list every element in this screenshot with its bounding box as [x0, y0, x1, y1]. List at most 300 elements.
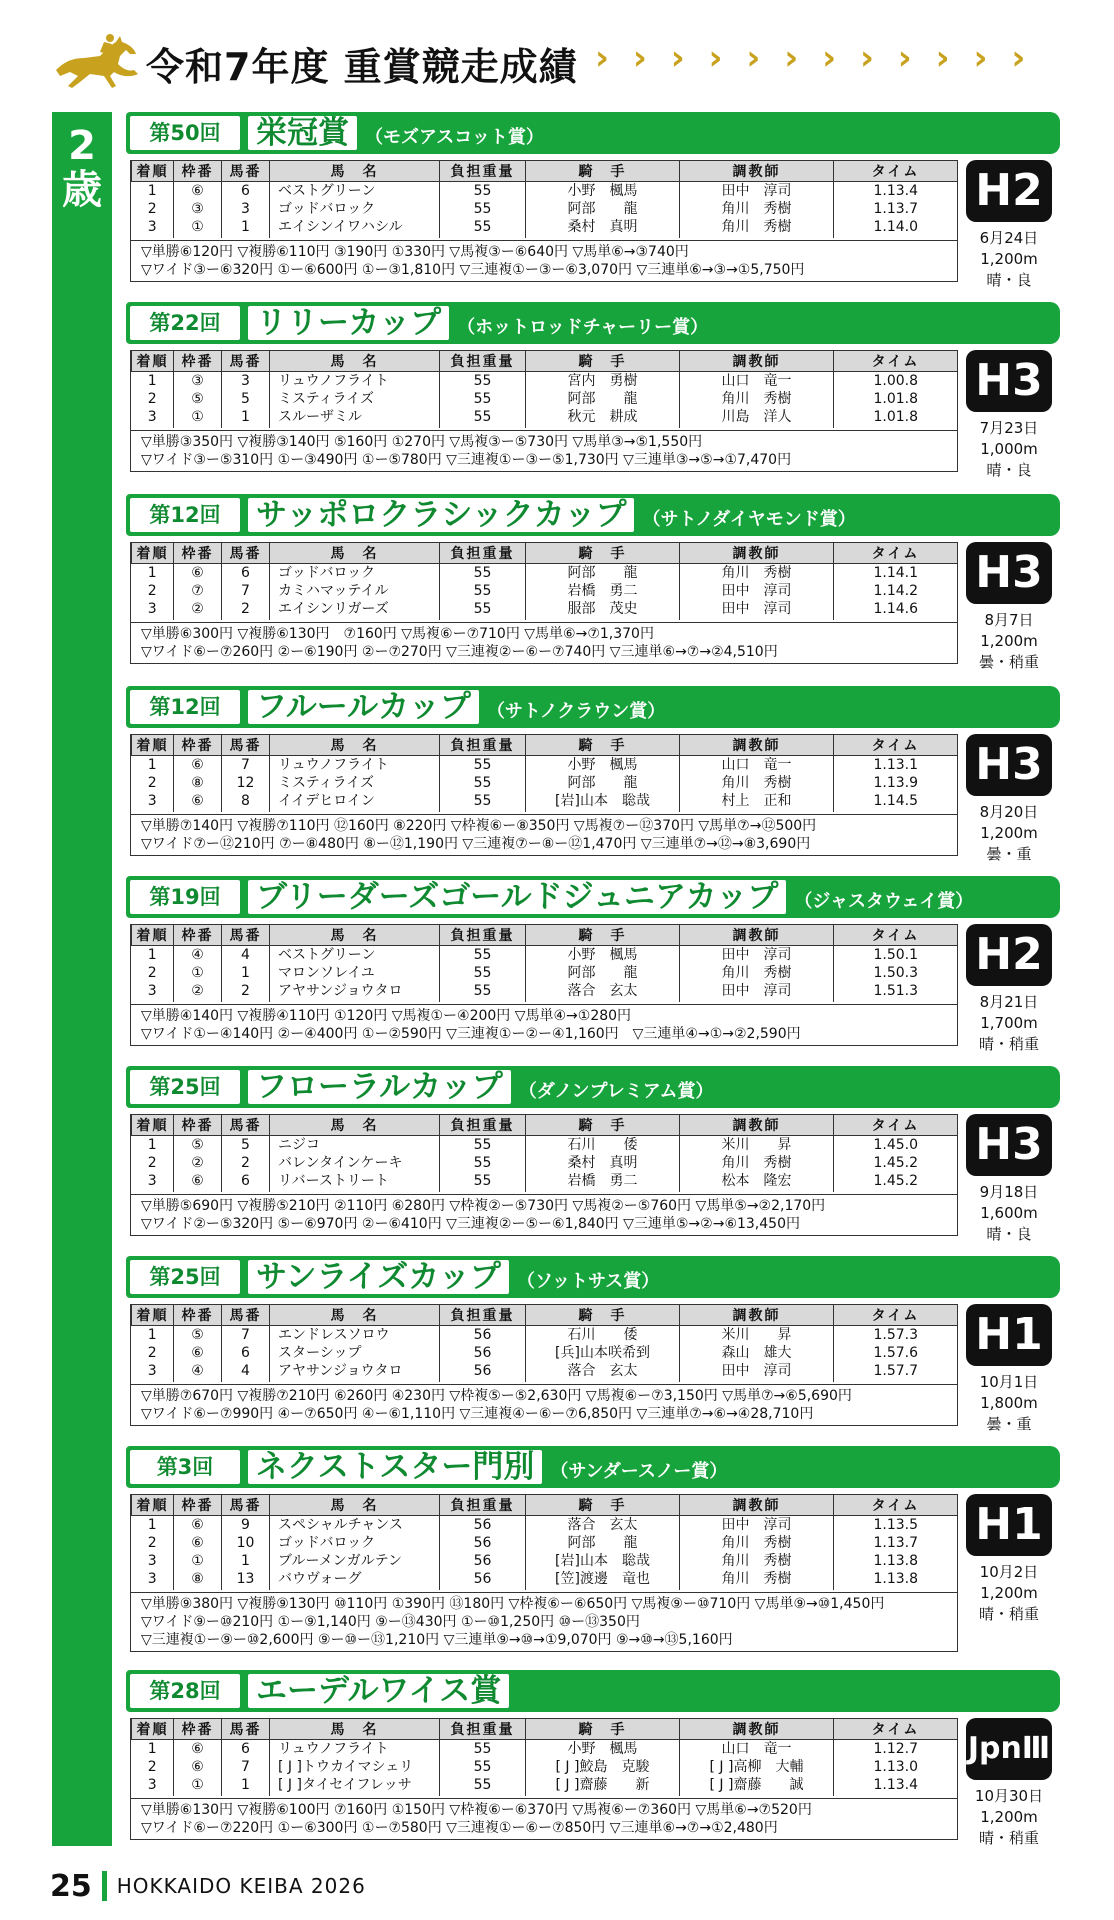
column-header-place: 着順 [132, 1115, 174, 1136]
cell-waku: ⑥ [174, 1344, 222, 1362]
race-distance: 1,200m [980, 1584, 1038, 1602]
cell-time: 1.57.3 [834, 1326, 958, 1345]
table-row [132, 1516, 958, 1535]
cell-trainer: 山口 竜一 [680, 756, 834, 775]
cell-time: 1.57.6 [834, 1344, 958, 1362]
cell-trainer: 角川 秀樹 [680, 1552, 834, 1570]
column-header-place: 着順 [132, 1719, 174, 1740]
cell-jockey: 岩橋 勇二 [526, 582, 680, 600]
payout-line: ▽単勝⑦670円 ▽複勝⑦210円 ⑥260円 ④230円 ▽枠複⑤ー⑤2,630円 ▽馬複⑥ー⑦3,150円 ▽馬単⑦→⑥5,690円 [141, 1388, 852, 1404]
cell-waku: ⑥ [174, 1534, 222, 1552]
race-meta [956, 802, 1062, 865]
race-meta [956, 228, 1062, 291]
race-title [248, 1674, 517, 1708]
cell-jockey: 阿部 龍 [526, 200, 680, 218]
cell-waku: ⑤ [174, 1136, 222, 1155]
race-distance: 1,700m [980, 1014, 1038, 1032]
cell-horse: ブルーメンガルテン [270, 1552, 440, 1570]
column-header-trainer: 調教師 [680, 1719, 834, 1740]
cell-weight: 55 [440, 564, 526, 583]
column-header-umaban: 馬番 [222, 1305, 270, 1326]
column-header-place: 着順 [132, 925, 174, 946]
cell-trainer: [ J ]高柳 大輔 [680, 1758, 834, 1776]
race-distance: 1,600m [980, 1204, 1038, 1222]
race-result-block [126, 686, 1060, 863]
race-sponsor: （ジャスタウェイ賞） [794, 891, 974, 912]
column-header-trainer: 調教師 [680, 1115, 834, 1136]
cell-time: 1.51.3 [834, 982, 958, 1002]
cell-weight: 56 [440, 1326, 526, 1345]
cell-umaban: 2 [222, 982, 270, 1002]
column-header-time: タイム [834, 351, 958, 372]
cell-jockey: 岩橋 勇二 [526, 1172, 680, 1192]
payout-line: ▽単勝⑥130円 ▽複勝⑥100円 ⑦160円 ①150円 ▽枠複⑥ー⑥370円 ▽馬複⑥ー⑦360円 ▽馬単⑥→⑦520円 [141, 1802, 812, 1818]
cell-jockey: 落合 玄太 [526, 1516, 680, 1535]
payout-line: ▽ワイド②ー⑤320円 ⑤ー⑥970円 ②ー⑥410円 ▽三連複②ー⑤ー⑥1,840円 ▽三連単⑤→②→⑥13,450円 [141, 1216, 800, 1232]
cell-trainer: 角川 秀樹 [680, 1570, 834, 1590]
cell-waku: ② [174, 982, 222, 1002]
table-row [132, 390, 958, 408]
cell-place: 2 [147, 775, 157, 791]
cell-trainer: 村上 正和 [680, 792, 834, 812]
table-row [132, 946, 958, 965]
cell-jockey: [兵]山本咲希到 [526, 1344, 680, 1362]
table-row [132, 1776, 958, 1796]
track-condition: 晴・稍重 [978, 1035, 1039, 1053]
track-condition: 晴・良 [986, 271, 1032, 289]
race-sponsor: （モズアスコット賞） [365, 127, 544, 148]
race-distance: 1,200m [980, 1808, 1038, 1826]
race-title-band [126, 1256, 1060, 1298]
payout-info [131, 1194, 957, 1235]
cell-time: 1.13.8 [834, 1552, 958, 1570]
column-header-trainer: 調教師 [680, 1495, 834, 1516]
column-header-place: 着順 [132, 161, 174, 182]
race-title-band [126, 1066, 1060, 1108]
table-row [132, 982, 958, 1002]
cell-trainer: 田中 淳司 [680, 946, 834, 965]
cell-horse: バレンタインケーキ [270, 1154, 440, 1172]
cell-horse: スルーザミル [270, 408, 440, 428]
column-header-horse: 馬 名 [270, 351, 440, 372]
cell-waku: ① [174, 218, 222, 238]
cell-trainer: 角川 秀樹 [680, 200, 834, 218]
column-header-weight: 負担重量 [440, 1495, 526, 1516]
column-header-jockey: 騎 手 [526, 543, 680, 564]
table-row [132, 408, 958, 428]
table-row [132, 1534, 958, 1552]
column-header-place: 着順 [132, 351, 174, 372]
cell-horse: リュウノフライト [270, 756, 440, 775]
cell-time: 1.13.8 [834, 1570, 958, 1590]
cell-jockey: 小野 楓馬 [526, 182, 680, 201]
race-title-band [126, 112, 1060, 154]
cell-place: 2 [147, 1155, 157, 1171]
race-sponsor: （サトノダイヤモンド賞） [642, 509, 856, 530]
column-header-trainer: 調教師 [680, 925, 834, 946]
payout-line: ▽単勝⑦140円 ▽複勝⑦110円 ⑫160円 ⑧220円 ▽枠複⑥ー⑧350円 ▽馬複⑦ー⑫370円 ▽馬単⑦→⑫500円 [141, 818, 817, 834]
cell-weight: 55 [440, 1136, 526, 1155]
table-row [132, 1136, 958, 1155]
cell-waku: ⑥ [174, 1758, 222, 1776]
column-header-weight: 負担重量 [440, 1305, 526, 1326]
track-condition: 曇・稍重 [978, 653, 1039, 671]
cell-horse: ミスティライズ [270, 390, 440, 408]
cell-waku: ⑥ [174, 1172, 222, 1192]
cell-trainer: 田中 淳司 [680, 1516, 834, 1535]
cell-place: 1 [147, 565, 157, 581]
cell-place: 1 [147, 1517, 157, 1533]
table-row [132, 774, 958, 792]
cell-horse: [ J ]タイセイフレッサ [270, 1776, 440, 1796]
race-edition: 第22回 [130, 306, 240, 340]
race-meta [956, 1372, 1062, 1435]
race-edition: 第28回 [130, 1674, 240, 1708]
race-date: 9月18日 [979, 1183, 1039, 1201]
payout-line: ▽単勝⑥120円 ▽複勝⑥110円 ③190円 ①330円 ▽馬複③ー⑥640円 ▽馬単⑥→③740円 [141, 244, 689, 260]
cell-waku: ⑥ [174, 1516, 222, 1535]
cell-umaban: 7 [222, 756, 270, 775]
track-condition: 晴・稍重 [978, 1605, 1039, 1623]
cell-jockey: 小野 楓馬 [526, 946, 680, 965]
race-meta [956, 1182, 1062, 1245]
column-header-weight: 負担重量 [440, 543, 526, 564]
page-footer [50, 1866, 366, 1906]
cell-trainer: [ J ]齋藤 誠 [680, 1776, 834, 1796]
cell-waku: ⑧ [174, 774, 222, 792]
cell-weight: 55 [440, 372, 526, 391]
cell-time: 1.14.1 [834, 564, 958, 583]
column-header-jockey: 騎 手 [526, 1305, 680, 1326]
cell-trainer: 山口 竜一 [680, 1740, 834, 1759]
cell-time: 1.01.8 [834, 390, 958, 408]
cell-weight: 56 [440, 1534, 526, 1552]
column-header-jockey: 騎 手 [526, 925, 680, 946]
column-header-waku: 枠番 [174, 161, 222, 182]
column-header-waku: 枠番 [174, 1495, 222, 1516]
cell-jockey: 阿部 龍 [526, 390, 680, 408]
cell-horse: ミスティライズ [270, 774, 440, 792]
column-header-jockey: 騎 手 [526, 161, 680, 182]
cell-jockey: 阿部 龍 [526, 964, 680, 982]
cell-waku: ⑥ [174, 756, 222, 775]
grade-badge: H3 [966, 1114, 1052, 1176]
payout-line: ▽ワイド⑥ー⑦260円 ②ー⑥190円 ②ー⑦270円 ▽三連複②ー⑥ー⑦740円 ▽三連単⑥→⑦→②4,510円 [141, 644, 778, 660]
cell-time: 1.13.0 [834, 1758, 958, 1776]
cell-jockey: 宮内 勇樹 [526, 372, 680, 391]
cell-weight: 56 [440, 1552, 526, 1570]
cell-trainer: 角川 秀樹 [680, 564, 834, 583]
cell-jockey: 阿部 龍 [526, 774, 680, 792]
race-result-block [126, 494, 1060, 671]
cell-umaban: 5 [222, 1136, 270, 1155]
cell-place: 1 [147, 1741, 157, 1757]
cell-waku: ① [174, 1552, 222, 1570]
race-date: 8月21日 [979, 993, 1039, 1011]
page-number: 25 [50, 1868, 92, 1904]
column-header-horse: 馬 名 [270, 735, 440, 756]
race-result-block [126, 302, 1060, 479]
payout-line: ▽ワイド⑥ー⑦220円 ①ー⑥300円 ①ー⑦580円 ▽三連複①ー⑥ー⑦850円 ▽三連単⑥→⑦→①2,480円 [141, 1820, 778, 1836]
track-condition: 晴・良 [986, 461, 1032, 479]
table-row [132, 200, 958, 218]
cell-umaban: 6 [222, 1344, 270, 1362]
payout-line: ▽単勝④140円 ▽複勝④110円 ①120円 ▽馬複①ー④200円 ▽馬単④→①280円 [141, 1008, 632, 1024]
cell-trainer: 田中 淳司 [680, 1362, 834, 1382]
cell-horse: リュウノフライト [270, 372, 440, 391]
cell-weight: 55 [440, 1758, 526, 1776]
cell-umaban: 4 [222, 946, 270, 965]
cell-umaban: 6 [222, 182, 270, 201]
grade-badge: H3 [966, 734, 1052, 796]
column-header-place: 着順 [132, 735, 174, 756]
cell-place: 3 [147, 1571, 157, 1587]
column-header-weight: 負担重量 [440, 735, 526, 756]
cell-place: 2 [147, 201, 157, 217]
cell-time: 1.50.1 [834, 946, 958, 965]
cell-weight: 55 [440, 600, 526, 620]
payout-line: ▽ワイド①ー④140円 ②ー④400円 ①ー②590円 ▽三連複①ー②ー④1,160円 ▽三連単④→①→②2,590円 [141, 1026, 801, 1042]
cell-umaban: 6 [222, 1172, 270, 1192]
column-header-weight: 負担重量 [440, 351, 526, 372]
cell-umaban: 1 [222, 218, 270, 238]
race-distance: 1,200m [980, 632, 1038, 650]
race-title [248, 1260, 659, 1294]
cell-waku: ⑤ [174, 390, 222, 408]
column-header-jockey: 騎 手 [526, 1495, 680, 1516]
cell-place: 2 [147, 965, 157, 981]
race-title [248, 1070, 714, 1104]
cell-trainer: 米川 昇 [680, 1326, 834, 1345]
race-title [248, 1450, 727, 1484]
column-header-place: 着順 [132, 543, 174, 564]
cell-jockey: [岩]山本 聡哉 [526, 1552, 680, 1570]
cell-jockey: 石川 倭 [526, 1326, 680, 1345]
race-meta [956, 610, 1062, 673]
page-header [50, 28, 1114, 92]
cell-jockey: [笠]渡邊 竜也 [526, 1570, 680, 1590]
payout-info [131, 1004, 957, 1045]
cell-place: 2 [147, 1759, 157, 1775]
column-header-waku: 枠番 [174, 925, 222, 946]
payout-line: ▽ワイド⑨ー⑩210円 ①ー⑨1,140円 ⑨ー⑬430円 ①ー⑩1,250円 ⑩ー⑬350円 [141, 1614, 640, 1630]
cell-time: 1.01.8 [834, 408, 958, 428]
column-header-horse: 馬 名 [270, 161, 440, 182]
cell-horse: アヤサンジョウタロ [270, 982, 440, 1002]
cell-weight: 55 [440, 1172, 526, 1192]
cell-horse: エイシンリガーズ [270, 600, 440, 620]
column-header-time: タイム [834, 925, 958, 946]
cell-jockey: [ J ]齋藤 新 [526, 1776, 680, 1796]
cell-jockey: 桑村 真明 [526, 1154, 680, 1172]
track-condition: 晴・稍重 [978, 1829, 1039, 1847]
cell-trainer: 角川 秀樹 [680, 774, 834, 792]
column-header-umaban: 馬番 [222, 925, 270, 946]
race-date: 10月1日 [979, 1373, 1039, 1391]
race-name: ネクストスター門別 [248, 1450, 542, 1484]
cell-time: 1.13.7 [834, 200, 958, 218]
cell-time: 1.13.5 [834, 1516, 958, 1535]
race-title-band [126, 302, 1060, 344]
column-header-jockey: 騎 手 [526, 1719, 680, 1740]
column-header-time: タイム [834, 735, 958, 756]
cell-horse: イイデヒロイン [270, 792, 440, 812]
race-sponsor: （ホットロッドチャーリー賞） [457, 317, 709, 338]
race-date: 7月23日 [979, 419, 1039, 437]
race-name: フローラルカップ [248, 1070, 511, 1104]
cell-umaban: 2 [222, 1154, 270, 1172]
column-header-jockey: 騎 手 [526, 1115, 680, 1136]
age-label: 2歳 [62, 123, 102, 213]
race-distance: 1,800m [980, 1394, 1038, 1412]
column-header-umaban: 馬番 [222, 543, 270, 564]
column-header-time: タイム [834, 1115, 958, 1136]
payout-info [131, 240, 957, 281]
cell-umaban: 7 [222, 1758, 270, 1776]
cell-weight: 55 [440, 1776, 526, 1796]
race-result-block [126, 1066, 1060, 1243]
payout-line: ▽単勝⑨380円 ▽複勝⑨130円 ⑩110円 ①390円 ⑬180円 ▽枠複⑥ー⑥650円 ▽馬複⑨ー⑩710円 ▽馬単⑨→⑩1,450円 [141, 1596, 885, 1612]
cell-umaban: 10 [222, 1534, 270, 1552]
cell-jockey: 服部 茂史 [526, 600, 680, 620]
table-row [132, 182, 958, 201]
column-header-jockey: 騎 手 [526, 735, 680, 756]
cell-horse: ベストグリーン [270, 946, 440, 965]
cell-umaban: 7 [222, 1326, 270, 1345]
payout-info [131, 622, 957, 663]
race-meta [956, 1562, 1062, 1625]
cell-weight: 56 [440, 1516, 526, 1535]
cell-jockey: 落合 玄太 [526, 1362, 680, 1382]
cell-weight: 55 [440, 792, 526, 812]
cell-time: 1.14.2 [834, 582, 958, 600]
cell-trainer: 角川 秀樹 [680, 1534, 834, 1552]
column-header-umaban: 馬番 [222, 1115, 270, 1136]
cell-place: 2 [147, 391, 157, 407]
table-row [132, 1758, 958, 1776]
cell-umaban: 2 [222, 600, 270, 620]
column-header-horse: 馬 名 [270, 1115, 440, 1136]
race-name: サンライズカップ [248, 1260, 509, 1294]
race-distance: 1,200m [980, 824, 1038, 842]
cell-horse: エイシンイワハシル [270, 218, 440, 238]
cell-horse: マロンソレイユ [270, 964, 440, 982]
table-row [132, 1570, 958, 1590]
cell-umaban: 1 [222, 964, 270, 982]
age-category-bar [52, 112, 112, 1846]
table-row [132, 1740, 958, 1759]
race-title-band [126, 1670, 1060, 1712]
chevron-decoration: › › › › › › › › › › › › [595, 38, 1032, 78]
cell-weight: 55 [440, 774, 526, 792]
cell-place: 1 [147, 1327, 157, 1343]
cell-waku: ⑦ [174, 582, 222, 600]
cell-place: 3 [147, 1553, 157, 1569]
cell-waku: ② [174, 1154, 222, 1172]
cell-waku: ⑥ [174, 1740, 222, 1759]
cell-waku: ① [174, 408, 222, 428]
cell-time: 1.12.7 [834, 1740, 958, 1759]
table-row [132, 372, 958, 391]
cell-umaban: 6 [222, 564, 270, 583]
cell-trainer: 田中 淳司 [680, 182, 834, 201]
cell-weight: 55 [440, 756, 526, 775]
cell-time: 1.13.1 [834, 756, 958, 775]
payout-line: ▽ワイド③ー⑤310円 ①ー③490円 ①ー⑤780円 ▽三連複①ー③ー⑤1,730円 ▽三連単③→⑤→①7,470円 [141, 452, 792, 468]
cell-trainer: 松本 隆宏 [680, 1172, 834, 1192]
race-name: エーデルワイス賞 [248, 1674, 509, 1708]
cell-waku: ④ [174, 946, 222, 965]
race-edition: 第12回 [130, 690, 240, 724]
grade-badge: H3 [966, 542, 1052, 604]
column-header-umaban: 馬番 [222, 735, 270, 756]
cell-place: 3 [147, 601, 157, 617]
cell-time: 1.13.4 [834, 182, 958, 201]
column-header-jockey: 騎 手 [526, 351, 680, 372]
page-title: 令和7年度 重賞競走成績 [146, 45, 578, 89]
cell-horse: アヤサンジョウタロ [270, 1362, 440, 1382]
cell-weight: 55 [440, 582, 526, 600]
track-condition: 曇・重 [986, 1415, 1032, 1433]
table-row [132, 600, 958, 620]
results-table [130, 924, 958, 1046]
race-title-band [126, 876, 1060, 918]
cell-time: 1.14.6 [834, 600, 958, 620]
grade-badge: H1 [966, 1304, 1052, 1366]
race-meta [956, 1786, 1062, 1849]
grade-badge: H1 [966, 1494, 1052, 1556]
column-header-time: タイム [834, 543, 958, 564]
race-result-block [126, 1446, 1060, 1652]
column-header-time: タイム [834, 1305, 958, 1326]
cell-umaban: 3 [222, 372, 270, 391]
column-header-trainer: 調教師 [680, 351, 834, 372]
cell-place: 3 [147, 793, 157, 809]
cell-place: 1 [147, 757, 157, 773]
cell-horse: スペシャルチャンス [270, 1516, 440, 1535]
track-condition: 晴・良 [986, 1225, 1032, 1243]
cell-waku: ⑧ [174, 1570, 222, 1590]
cell-time: 1.50.3 [834, 964, 958, 982]
column-header-horse: 馬 名 [270, 1719, 440, 1740]
cell-time: 1.45.0 [834, 1136, 958, 1155]
race-sponsor: （サトノクラウン賞） [486, 701, 666, 722]
cell-time: 1.45.2 [834, 1172, 958, 1192]
payout-info [131, 430, 957, 471]
column-header-waku: 枠番 [174, 735, 222, 756]
race-title [248, 880, 973, 914]
race-title [248, 498, 856, 532]
column-header-trainer: 調教師 [680, 735, 834, 756]
column-header-trainer: 調教師 [680, 543, 834, 564]
table-row [132, 756, 958, 775]
race-title-band [126, 686, 1060, 728]
race-edition: 第25回 [130, 1260, 240, 1294]
column-header-time: タイム [834, 1495, 958, 1516]
cell-place: 3 [147, 219, 157, 235]
column-header-trainer: 調教師 [680, 1305, 834, 1326]
cell-weight: 56 [440, 1344, 526, 1362]
race-name: サッポロクラシックカップ [248, 498, 634, 532]
payout-line: ▽ワイド③ー⑥320円 ①ー⑥600円 ①ー③1,810円 ▽三連複①ー③ー⑥3,070円 ▽三連単⑥→③→①5,750円 [141, 262, 805, 278]
cell-waku: ⑤ [174, 1326, 222, 1345]
cell-umaban: 5 [222, 390, 270, 408]
table-row [132, 218, 958, 238]
results-table [130, 350, 958, 472]
cell-trainer: 森山 雄大 [680, 1344, 834, 1362]
table-row [132, 1552, 958, 1570]
race-result-block [126, 1670, 1060, 1847]
